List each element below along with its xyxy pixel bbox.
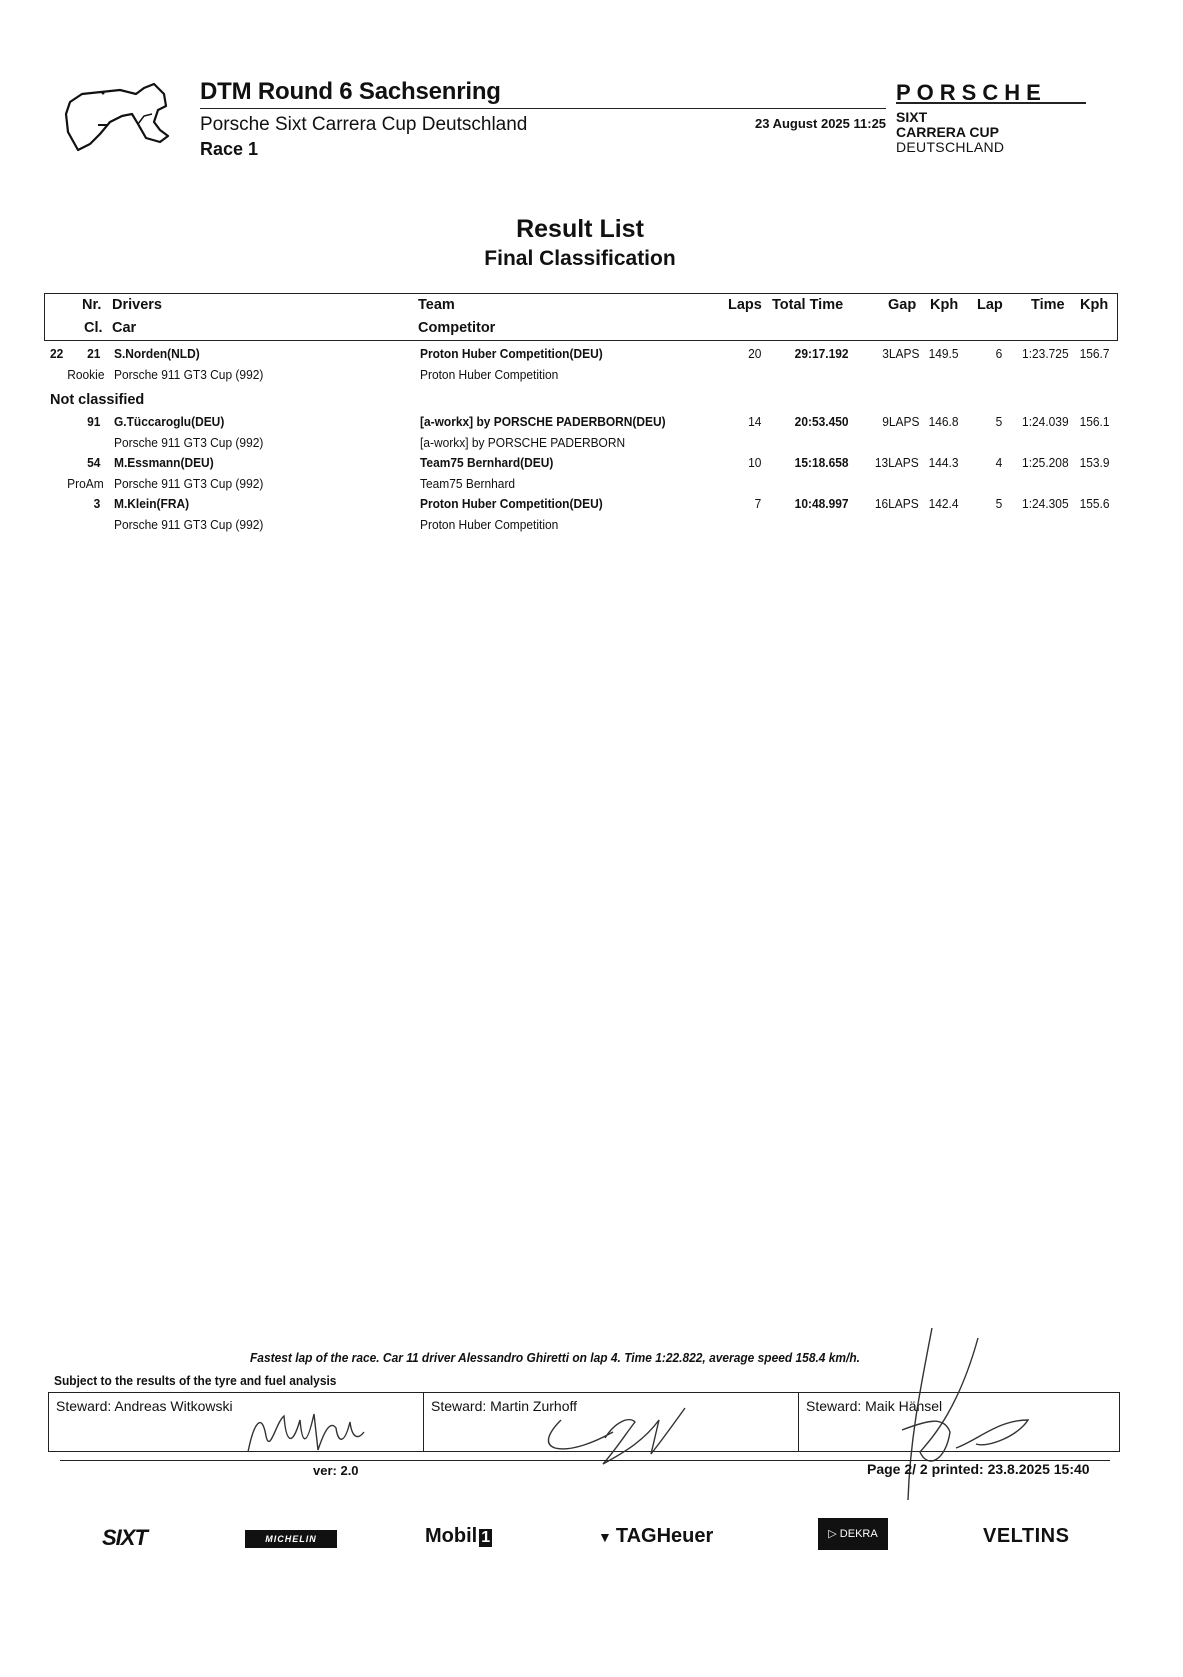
steward-label: Steward: Maik Hänsel [806,1398,943,1414]
steward-divider [423,1392,424,1452]
row-best-kph: 156.7 [1080,346,1110,361]
row-car: Porsche 911 GT3 Cup (992) [114,367,264,382]
mobil-one-badge: 1 [481,1529,491,1546]
row-gap: 16LAPS [875,496,919,511]
row-driver: M.Klein(FRA) [114,496,190,511]
sachsenring-track-map-icon [62,80,187,158]
row-car: Porsche 911 GT3 Cup (992) [114,435,264,450]
row-laps: 14 [747,414,761,429]
row-kph: 146.8 [929,414,959,429]
row-total-time: 15:18.658 [795,455,849,470]
row-best-kph: 153.9 [1080,455,1110,470]
tagheuer-text: TAGHeuer [615,1525,714,1547]
row-position: 22 [50,346,64,361]
row-competitor: Team75 Bernhard [420,476,516,491]
row-best-time: 1:24.039 [1022,414,1069,429]
tagheuer-logo [598,1525,713,1548]
col-header-time: Time [1031,297,1065,313]
row-best-lap: 5 [995,414,1002,429]
col-header-laps: Laps [728,297,762,313]
row-gap: 13LAPS [875,455,919,470]
mobil-text: Mobil [425,1525,478,1547]
dekra-logo [818,1518,888,1550]
row-best-lap: 5 [995,496,1002,511]
report-date: 23 August 2025 11:25 [755,116,887,131]
steward-signature-3-icon [858,1320,1058,1510]
series-name: Porsche Sixt Carrera Cup Deutschland [200,114,528,135]
fastest-lap-note: Fastest lap of the race. Car 11 driver Alessandro Ghiretti on lap 4. Time 1:22.822, average speed 158.4 km/h. [250,1350,861,1365]
sixt-logo: SIXT [102,1525,147,1550]
row-team: Proton Huber Competition(DEU) [420,346,603,361]
col-header-competitor: Competitor [418,320,496,336]
row-kph: 149.5 [929,346,959,361]
row-driver: G.Tüccaroglu(DEU) [114,414,225,429]
row-car-number: 21 [86,346,100,361]
col-header-drivers: Drivers [112,297,162,313]
row-best-lap: 4 [995,455,1002,470]
row-car-number: 3 [93,496,100,511]
brand-line-deutschland: DEUTSCHLAND [896,139,1005,155]
row-best-kph: 155.6 [1080,496,1110,511]
dekra-text: DEKRA [839,1528,878,1540]
not-classified-label: Not classified [50,392,145,408]
row-total-time: 10:48.997 [795,496,849,511]
row-competitor: Proton Huber Competition [420,367,559,382]
col-header-cl: Cl. [84,320,103,336]
version-label: ver: 2.0 [313,1463,359,1478]
steward-divider [798,1392,799,1452]
row-laps: 7 [754,496,761,511]
col-header-car: Car [112,320,137,336]
row-laps: 20 [747,346,761,361]
row-class: Rookie [66,367,104,382]
col-header-nr: Nr. [82,297,102,313]
row-best-lap: 6 [995,346,1002,361]
row-class: ProAm [67,476,104,491]
col-header-team: Team [418,297,455,313]
row-car-number: 91 [86,414,100,429]
row-driver: S.Norden(NLD) [114,346,200,361]
col-header-best-kph: Kph [1080,297,1109,313]
row-total-time: 29:17.192 [795,346,849,361]
document-title: Result List [516,215,644,243]
brand-divider [896,102,1086,104]
michelin-logo: MICHELIN [245,1530,337,1548]
row-car: Porsche 911 GT3 Cup (992) [114,476,264,491]
row-car-number: 54 [86,455,100,470]
row-car: Porsche 911 GT3 Cup (992) [114,517,264,532]
veltins-logo: VELTINS [983,1525,1070,1547]
brand-line-carrera-cup: CARRERA CUP [896,124,999,140]
porsche-wordmark-text: PORSCHE [896,80,1047,105]
row-team: Proton Huber Competition(DEU) [420,496,603,511]
page-info: Page 2/ 2 printed: 23.8.2025 15:40 [867,1461,1090,1477]
row-kph: 144.3 [929,455,959,470]
row-gap: 3LAPS [881,346,919,361]
brand-line-sixt: SIXT [896,109,928,125]
row-best-time: 1:24.305 [1022,496,1069,511]
header-divider [200,108,886,109]
row-gap: 9LAPS [881,414,919,429]
row-best-time: 1:25.208 [1022,455,1069,470]
dekra-arrow-icon: ▷ [828,1528,840,1540]
row-best-time: 1:23.725 [1022,346,1069,361]
row-best-kph: 156.1 [1080,414,1110,429]
col-header-gap: Gap [888,297,917,313]
steward-label: Steward: Andreas Witkowski [56,1398,233,1414]
row-driver: M.Essmann(DEU) [114,455,214,470]
col-header-lap: Lap [977,297,1003,313]
row-laps: 10 [747,455,761,470]
row-team: Team75 Bernhard(DEU) [420,455,554,470]
tagheuer-shield-icon: ▼ [598,1529,612,1545]
row-competitor: Proton Huber Competition [420,517,559,532]
col-header-kph: Kph [930,297,959,313]
document-subtitle: Final Classification [484,247,676,270]
row-total-time: 20:53.450 [795,414,849,429]
event-title: DTM Round 6 Sachsenring [200,78,501,105]
row-competitor: [a-workx] by PORSCHE PADERBORN [420,435,626,450]
race-name: Race 1 [200,139,259,159]
col-header-total-time: Total Time [772,297,844,313]
mobil1-logo [425,1525,492,1548]
steward-label: Steward: Martin Zurhoff [431,1398,578,1414]
row-team: [a-workx] by PORSCHE PADERBORN(DEU) [420,414,666,429]
row-kph: 142.4 [929,496,959,511]
subject-note: Subject to the results of the tyre and fuel analysis [54,1373,337,1388]
